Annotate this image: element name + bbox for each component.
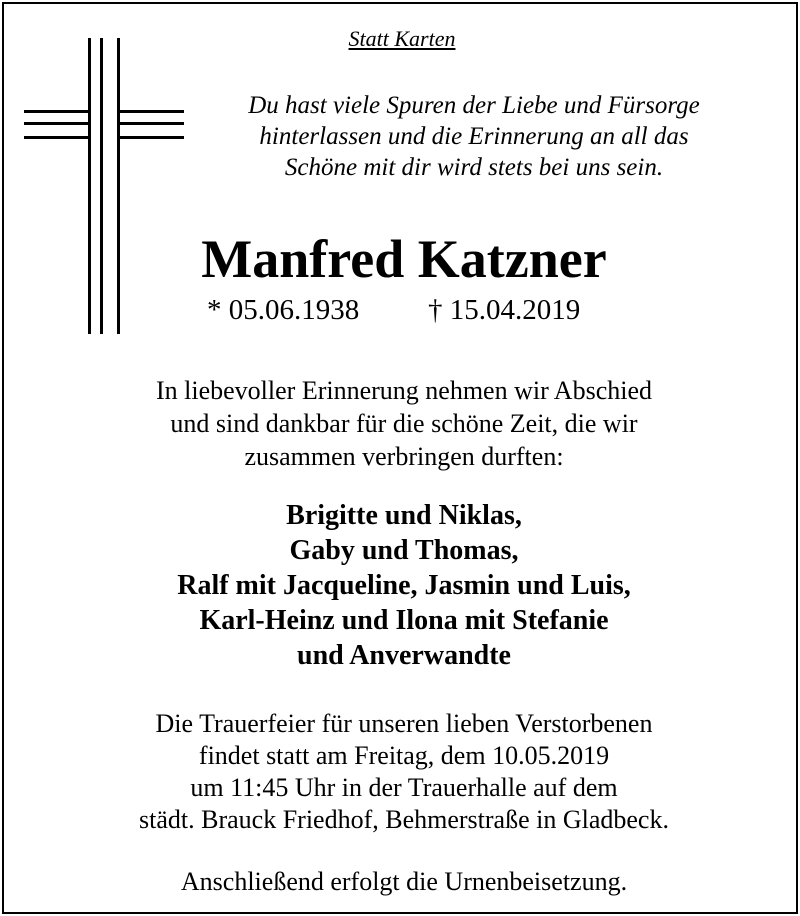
farewell-line: In liebevoller Erinnerung nehmen wir Abschied: [155, 376, 653, 405]
farewell-line: und sind dankbar für die schöne Zeit, die wir: [170, 409, 638, 438]
header-statt-karten: Statt Karten: [348, 26, 456, 51]
family-line: und Anverwandte: [297, 640, 511, 671]
death-date: † 15.04.2019: [428, 294, 581, 326]
memorial-verse: [184, 90, 764, 183]
family-names: [64, 498, 744, 673]
farewell-line: zusammen verbringen durften:: [244, 442, 564, 471]
verse-line: Du hast viele Spuren der Liebe und Fürsorge: [248, 92, 700, 119]
family-line: Brigitte und Niklas,: [286, 500, 522, 531]
deceased-name: Manfred Katzner: [201, 229, 607, 289]
family-line: Karl-Heinz und Ilona mit Stefanie: [199, 605, 609, 636]
family-line: Ralf mit Jacqueline, Jasmin und Luis,: [177, 570, 631, 601]
service-line: findet statt am Freitag, dem 10.05.2019: [198, 741, 610, 770]
closing-note: Anschließend erfolgt die Urnenbeisetzung.: [180, 867, 628, 896]
farewell-text: [64, 374, 744, 473]
service-line: Die Trauerfeier für unseren lieben Verstorbenen: [155, 709, 653, 738]
verse-line: hinterlassen und die Erinnerung an all das: [259, 123, 689, 150]
service-line: um 11:45 Uhr in der Trauerhalle auf dem: [190, 773, 618, 802]
obituary-card: [2, 2, 798, 914]
funeral-service-info: [44, 708, 764, 836]
birth-date: * 05.06.1938: [207, 294, 360, 326]
verse-line: Schöne mit dir wird stets bei uns sein.: [284, 154, 664, 181]
service-line: städt. Brauck Friedhof, Behmerstraße in Gladbeck.: [139, 805, 669, 834]
family-line: Gaby und Thomas,: [289, 535, 519, 566]
